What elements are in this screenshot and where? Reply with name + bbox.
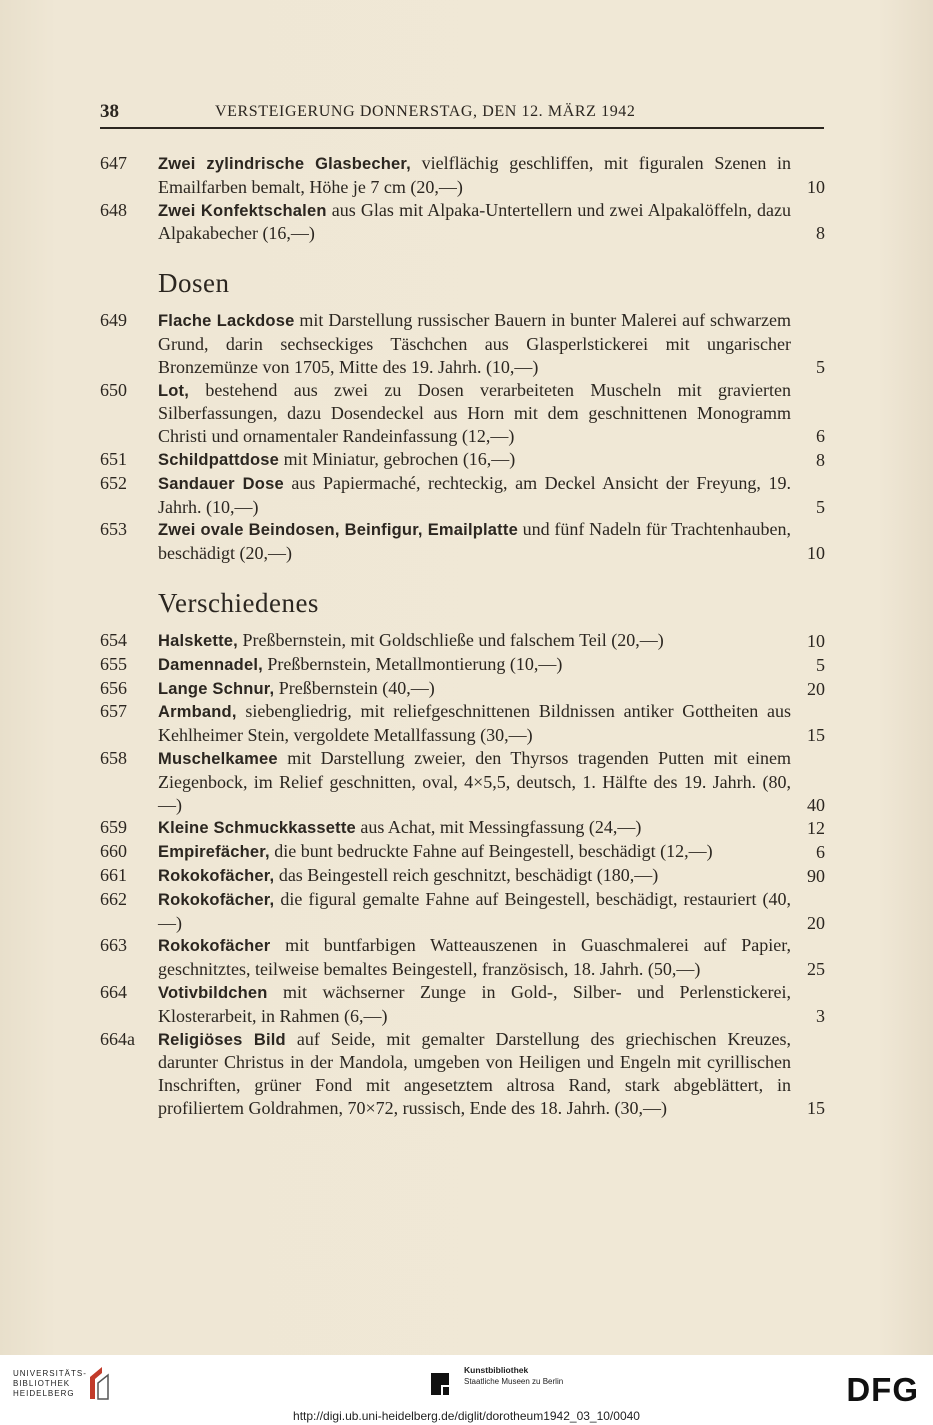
lot-entry — [100, 152, 827, 199]
lot-estimate: 90 — [807, 865, 825, 886]
lot-entry — [100, 1028, 827, 1120]
lot-entry — [100, 747, 827, 816]
lot-description: mit buntfarbigen Watteauszenen in Guaschmalerei auf Papier, geschnitztes, teilweise bemaltes Beingestell, französisch, 18. Jahrh. (50,—) — [158, 935, 791, 980]
lot-description: aus Achat, mit Messingfassung (24,—) — [355, 817, 642, 838]
lot-estimate: 5 — [816, 356, 825, 377]
kunstbibliothek-logo-icon — [429, 1371, 451, 1397]
running-title: VERSTEIGERUNG DONNERSTAG, DEN 12. MÄRZ 1942 — [215, 103, 636, 120]
lot-title: Muschelkamee — [158, 749, 278, 768]
lot-title: Zwei Konfektschalen — [158, 201, 327, 220]
lot-description: mit Miniatur, gebrochen (16,—) — [279, 448, 516, 469]
lot-estimate: 40 — [807, 794, 825, 815]
lot-estimate: 3 — [816, 1005, 825, 1026]
lot-entry — [100, 309, 827, 378]
lot-estimate: 6 — [816, 426, 825, 447]
lot-title: Rokokofächer — [158, 937, 271, 956]
lot-description: die figural gemalte Fahne auf Beingestell, beschädigt, restauriert (40,—) — [158, 888, 791, 933]
lot-estimate: 15 — [807, 1097, 825, 1118]
lot-estimate: 5 — [816, 496, 825, 517]
lot-entry — [100, 629, 827, 653]
permalink-url[interactable]: http://digi.ub.uni-heidelberg.de/diglit/dorotheum1942_03_10/0040 — [293, 1409, 640, 1423]
lot-description: das Beingestell reich geschnitzt, beschädigt (180,—) — [274, 864, 659, 885]
lot-entry — [100, 840, 827, 864]
lot-title: Flache Lackdose — [158, 312, 295, 331]
lot-title: Lot, — [158, 381, 190, 400]
lot-number: 650 — [100, 379, 127, 400]
lot-entry — [100, 888, 827, 935]
lot-number: 647 — [100, 153, 127, 173]
lot-description: Preßbernstein, Metallmontierung (10,—) — [262, 653, 563, 674]
lot-entry — [100, 864, 827, 888]
lot-estimate: 12 — [807, 818, 825, 839]
lot-description: siebengliedrig, mit reliefgeschnittenen Bildnissen antiker Gottheiten aus Kehlheimer Stein, vergoldete Metallfassung (30,—) — [158, 701, 791, 746]
lot-title: Religiöses Bild — [158, 1030, 286, 1049]
lot-title: Schildpattdose — [158, 450, 280, 469]
lot-entry — [100, 379, 827, 448]
lot-entry — [100, 472, 827, 519]
lot-estimate: 8 — [816, 449, 825, 470]
section-heading: Dosen — [158, 268, 230, 299]
lot-entry — [100, 700, 827, 747]
lot-title: Rokokofächer, — [158, 866, 275, 885]
lot-entry — [100, 199, 827, 246]
footer — [0, 1355, 933, 1425]
university-name: UNIVERSITÄTS- BIBLIOTHEK HEIDELBERG — [13, 1369, 87, 1398]
kunstbibliothek-label: Kunstbibliothek Staatliche Museen zu Berlin — [464, 1365, 564, 1386]
lot-description: auf Seide, mit gemalter Darstellung des griechischen Kreuzes, darunter Christus in der Mandola, umgeben von Heiligen und Engeln mit cyrillischen Inschriften, grüner Fond mit angesetztem altrosa Rand, stark abgeblättert, in profiliertem Goldrahmen, 70×72, russisch, Ende des 18. Jahrh. (30,—) — [158, 1028, 792, 1118]
lot-estimate: 10 — [807, 176, 825, 197]
lot-number: 648 — [100, 199, 127, 220]
lot-title: Halskette, — [158, 631, 238, 650]
lot-number: 655 — [100, 653, 127, 674]
university-library-logo-icon — [86, 1363, 112, 1401]
lot-number: 653 — [100, 519, 127, 540]
lot-description: vielflächig geschliffen, mit figuralen Szenen in Emailfarben bemalt, Höhe je 7 cm (20,—) — [158, 153, 791, 197]
lot-description: Preßbernstein (40,—) — [274, 677, 435, 698]
lot-title: Empirefächer, — [158, 843, 270, 862]
lot-number: 660 — [100, 841, 127, 862]
lot-entry — [100, 981, 827, 1028]
lot-title: Zwei ovale Beindosen, Beinfigur, Emailplatte — [158, 521, 518, 540]
dfg-logo: DFG — [846, 1371, 919, 1408]
page-number: 38 — [100, 101, 119, 122]
lot-number: 662 — [100, 888, 127, 909]
lot-title: Armband, — [158, 703, 237, 722]
lot-description: aus Glas mit Alpaka-Untertellern und zwei Alpakalöffeln, dazu Alpakabecher (16,—) — [158, 199, 791, 244]
lot-description: bestehend aus zwei zu Dosen verarbeiteten Muscheln mit gravierten Silberfassungen, dazu Dosendeckel aus Horn mit dem geschnittenen Monogramm Christi und ornamentaler Randeinfassung (12,—) — [158, 379, 791, 447]
lot-estimate: 25 — [807, 959, 825, 980]
lot-list — [100, 152, 827, 1120]
lot-entry — [100, 677, 827, 701]
lot-number: 664a — [100, 1028, 135, 1049]
lot-number: 658 — [100, 747, 127, 768]
page-header — [100, 101, 824, 129]
lot-title: Sandauer Dose — [158, 474, 284, 493]
lot-description: die bunt bedruckte Fahne auf Beingestell, beschädigt (12,—) — [269, 841, 713, 862]
lot-number: 664 — [100, 981, 127, 1002]
lot-entry — [100, 816, 827, 840]
lot-number: 661 — [100, 864, 127, 885]
lot-estimate: 10 — [807, 630, 825, 651]
lot-entry — [100, 448, 827, 472]
lot-number: 652 — [100, 472, 127, 493]
lot-title: Rokokofächer, — [158, 890, 275, 909]
lot-description: mit wächserner Zunge in Gold-, Silber- und Perlenstickerei, Klosterarbeit, in Rahmen (6,—) — [158, 981, 791, 1026]
lot-number: 657 — [100, 701, 127, 722]
lot-entry — [100, 653, 827, 677]
lot-number: 656 — [100, 677, 127, 698]
lot-description: Preßbernstein, mit Goldschließe und falschem Teil (20,—) — [237, 629, 664, 650]
lot-number: 651 — [100, 448, 127, 469]
section-heading: Verschiedenes — [158, 587, 319, 618]
lot-estimate: 10 — [807, 543, 825, 564]
lot-estimate: 20 — [807, 912, 825, 933]
lot-estimate: 8 — [816, 223, 825, 244]
lot-title: Zwei zylindrische Glasbecher, — [158, 155, 411, 173]
lot-title: Votivbildchen — [158, 983, 268, 1002]
lot-description: aus Papiermaché, rechteckig, am Deckel Ansicht der Freyung, 19. Jahrh. (10,—) — [158, 472, 791, 517]
lot-title: Lange Schnur, — [158, 679, 275, 698]
lot-estimate: 6 — [816, 842, 825, 863]
lot-estimate: 15 — [807, 725, 825, 746]
lot-description: mit Darstellung zweier, den Thyrsos tragenden Putten mit einem Ziegenbock, im Relief geschnitten, oval, 4×5,5, deutsch, 1. Hälfte des 19. Jahrh. (80,—) — [158, 747, 791, 815]
lot-number: 659 — [100, 817, 127, 838]
lot-number: 654 — [100, 629, 127, 650]
lot-estimate: 5 — [816, 654, 825, 675]
lot-entry — [100, 518, 827, 565]
lot-entry — [100, 934, 827, 981]
lot-estimate: 20 — [807, 678, 825, 699]
lot-title: Kleine Schmuckkassette — [158, 819, 356, 838]
lot-description: mit Darstellung russischer Bauern in bunter Malerei auf schwarzem Grund, darin sechseckiges Täschchen aus Glasperlstickerei mit ungarischer Bronzemünze von 1705, Mitte des 19. Jahrh. (10,—) — [158, 310, 791, 377]
lot-number: 649 — [100, 310, 127, 331]
lot-title: Damennadel, — [158, 655, 263, 674]
lot-description: und fünf Nadeln für Trachtenhauben, beschädigt (20,—) — [158, 519, 792, 564]
lot-number: 663 — [100, 935, 127, 956]
